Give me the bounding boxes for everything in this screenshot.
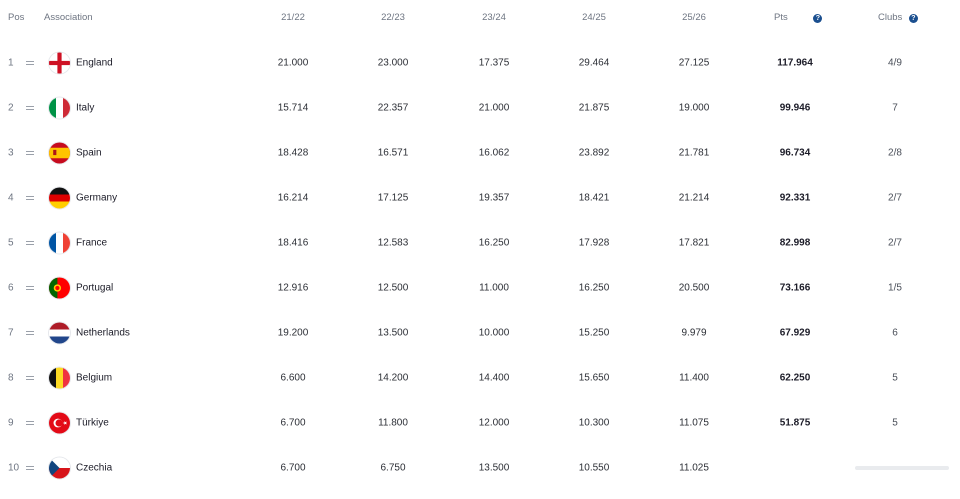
clubs-count: 2/7: [888, 192, 902, 203]
table-row[interactable]: [0, 40, 960, 85]
association-name[interactable]: France: [76, 237, 108, 248]
flag-spain-icon-graphic: [49, 142, 70, 163]
flag-czechia-icon: [49, 457, 70, 478]
season-points: 23.000: [377, 57, 409, 68]
table-row[interactable]: [0, 400, 960, 445]
flag-belgium-icon: [49, 367, 70, 388]
season-points: 11.000: [479, 282, 509, 293]
total-points: 96.734: [779, 147, 811, 158]
season-points: 16.250: [578, 282, 610, 293]
season-points: 16.571: [377, 147, 409, 158]
no-change-icon: [26, 466, 34, 470]
season-points: 27.125: [678, 57, 710, 68]
position-number: 10: [8, 462, 20, 473]
no-change-icon: [26, 196, 34, 200]
total-points: 82.998: [779, 237, 811, 248]
no-change-icon: [26, 241, 34, 245]
no-change-icon: [26, 286, 34, 290]
header-season-5[interactable]: 25/26: [682, 12, 706, 23]
flag-england-icon-graphic: [49, 52, 70, 73]
season-points: 11.075: [679, 417, 709, 428]
clubs-count: 7: [892, 102, 898, 113]
season-points: 15.714: [277, 102, 309, 113]
header-association[interactable]: Association: [44, 12, 93, 23]
flag-france-icon: [49, 232, 70, 253]
flag-france-icon-graphic: [49, 232, 70, 253]
season-points: 19.357: [478, 192, 510, 203]
flag-belgium-icon-graphic: [49, 367, 70, 388]
horizontal-scrollbar[interactable]: [855, 466, 949, 470]
season-points: 17.375: [478, 57, 510, 68]
header-pts[interactable]: [774, 12, 822, 23]
season-points: 9.979: [681, 327, 707, 338]
info-icon[interactable]: ?: [909, 14, 918, 23]
season-points: 11.400: [679, 372, 709, 383]
flag-turkiye-icon-graphic: [49, 412, 70, 433]
season-points: 18.428: [277, 147, 309, 158]
flag-spain-icon: [49, 142, 70, 163]
association-name[interactable]: Belgium: [76, 372, 113, 383]
total-points: 62.250: [779, 372, 811, 383]
position-number: 7: [8, 327, 14, 338]
clubs-count: 2/7: [888, 237, 902, 248]
season-points: 6.600: [280, 372, 306, 383]
association-name[interactable]: Czechia: [76, 462, 113, 473]
season-points: 16.062: [478, 147, 510, 158]
season-points: 29.464: [578, 57, 610, 68]
table-row[interactable]: [0, 310, 960, 355]
season-points: 20.500: [678, 282, 710, 293]
flag-netherlands-icon: [49, 322, 70, 343]
season-points: 6.750: [380, 462, 406, 473]
position-number: 8: [8, 372, 14, 383]
season-points: 19.200: [277, 327, 309, 338]
flag-portugal-icon-graphic: [49, 277, 70, 298]
season-points: 14.400: [478, 372, 510, 383]
season-points: 22.357: [377, 102, 409, 113]
season-points: 16.214: [277, 192, 309, 203]
season-points: 13.500: [377, 327, 409, 338]
flag-portugal-icon: [49, 277, 70, 298]
header-season-4[interactable]: 24/25: [582, 12, 606, 23]
clubs-count: 5: [892, 372, 898, 383]
no-change-icon: [26, 151, 34, 155]
position-number: 4: [8, 192, 14, 203]
position-number: 1: [8, 57, 14, 68]
season-points: 19.000: [678, 102, 710, 113]
flag-germany-icon-graphic: [49, 187, 70, 208]
total-points: 67.929: [779, 327, 811, 338]
flag-turkiye-icon: [49, 412, 70, 433]
flag-netherlands-icon-graphic: [49, 322, 70, 343]
total-points: 117.964: [777, 57, 813, 68]
position-number: 3: [8, 147, 14, 158]
season-points: 6.700: [280, 462, 306, 473]
clubs-count: 5: [892, 417, 898, 428]
association-name[interactable]: England: [76, 57, 113, 68]
table-header: [0, 0, 960, 36]
season-points: 11.800: [378, 417, 408, 428]
table-row[interactable]: [0, 220, 960, 265]
position-number: 9: [8, 417, 14, 428]
clubs-count: 1/5: [888, 282, 902, 293]
season-points: 15.250: [578, 327, 610, 338]
association-name[interactable]: Portugal: [76, 282, 114, 293]
season-points: 21.875: [578, 102, 610, 113]
season-points: 21.000: [478, 102, 510, 113]
flag-czechia-icon-graphic: [49, 457, 70, 478]
season-points: 10.550: [578, 462, 610, 473]
season-points: 17.125: [377, 192, 409, 203]
flag-italy-icon-graphic: [49, 97, 70, 118]
season-points: 17.821: [678, 237, 710, 248]
position-number: 6: [8, 282, 14, 293]
clubs-count: 6: [892, 327, 898, 338]
table-row[interactable]: [0, 265, 960, 310]
season-points: 12.583: [377, 237, 409, 248]
position-number: 5: [8, 237, 14, 248]
total-points: 92.331: [779, 192, 811, 203]
clubs-count: 4/9: [888, 57, 902, 68]
table-row[interactable]: [0, 130, 960, 175]
no-change-icon: [26, 376, 34, 380]
header-season-3[interactable]: 23/24: [482, 12, 506, 23]
info-icon[interactable]: ?: [813, 14, 822, 23]
table-row[interactable]: [0, 355, 960, 400]
header-clubs-label: Clubs: [878, 12, 903, 23]
season-points: 10.300: [578, 417, 610, 428]
flag-england-icon: [49, 52, 70, 73]
association-name[interactable]: Türkiye: [76, 417, 109, 428]
season-points: 21.000: [277, 57, 309, 68]
flag-germany-icon: [49, 187, 70, 208]
clubs-count: 2/8: [888, 147, 902, 158]
table-row[interactable]: [0, 445, 960, 490]
association-name[interactable]: Germany: [76, 192, 118, 203]
association-name[interactable]: Spain: [76, 147, 102, 158]
season-points: 21.781: [678, 147, 710, 158]
no-change-icon: [26, 61, 34, 65]
season-points: 21.214: [678, 192, 710, 203]
season-points: 18.416: [277, 237, 309, 248]
header-season-1[interactable]: 21/22: [281, 12, 305, 23]
season-points: 6.700: [280, 417, 306, 428]
header-season-2[interactable]: 22/23: [381, 12, 405, 23]
header-clubs[interactable]: [878, 12, 918, 23]
flag-italy-icon: [49, 97, 70, 118]
season-points: 18.421: [578, 192, 610, 203]
season-points: 14.200: [377, 372, 409, 383]
position-number: 2: [8, 102, 14, 113]
no-change-icon: [26, 331, 34, 335]
season-points: 15.650: [578, 372, 610, 383]
season-points: 16.250: [478, 237, 510, 248]
season-points: 10.000: [478, 327, 510, 338]
no-change-icon: [26, 421, 34, 425]
total-points: 73.166: [779, 282, 811, 293]
header-pos[interactable]: Pos: [8, 12, 25, 23]
association-name[interactable]: Netherlands: [76, 327, 130, 338]
table-row[interactable]: [0, 85, 960, 130]
season-points: 23.892: [578, 147, 610, 158]
association-name[interactable]: Italy: [76, 102, 95, 113]
no-change-icon: [26, 106, 34, 110]
season-points: 12.000: [478, 417, 510, 428]
header-pts-label: Pts: [774, 12, 788, 23]
season-points: 12.500: [377, 282, 409, 293]
season-points: 13.500: [478, 462, 510, 473]
season-points: 12.916: [277, 282, 309, 293]
season-points: 17.928: [578, 237, 610, 248]
total-points: 99.946: [779, 102, 811, 113]
total-points: 51.875: [779, 417, 811, 428]
table-row[interactable]: [0, 175, 960, 220]
season-points: 11.025: [679, 462, 709, 473]
